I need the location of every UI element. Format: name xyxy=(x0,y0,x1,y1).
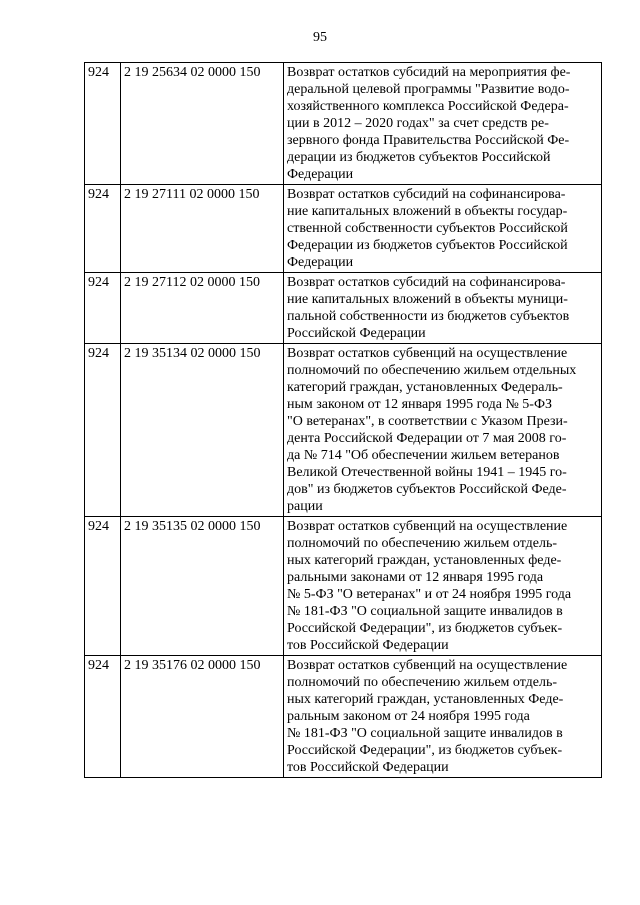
table-row xyxy=(85,63,602,185)
description-line: Великой Отечественной войны 1941 – 1945 го- xyxy=(287,465,567,480)
description-line: тов Российской Федерации xyxy=(287,760,449,775)
administrator-code-cell: 924 xyxy=(85,185,121,273)
table-body xyxy=(85,63,602,778)
revenue-description-cell xyxy=(284,656,602,778)
administrator-code-cell: 924 xyxy=(85,517,121,656)
description-line: Федерации xyxy=(287,167,354,182)
table-row xyxy=(85,517,602,656)
description-line: Возврат остатков субвенций на осуществление xyxy=(287,346,568,361)
administrator-code-cell: 924 xyxy=(85,344,121,517)
description-line: Возврат остатков субсидий на софинансирова- xyxy=(287,275,566,290)
description-line: пальной собственности из бюджетов субъектов xyxy=(287,309,570,324)
description-line: да № 714 "Об обеспечении жильем ветеранов xyxy=(287,448,560,463)
table-row xyxy=(85,344,602,517)
description-line: категорий граждан, установленных Федераль- xyxy=(287,380,563,395)
budget-code-cell: 2 19 35135 02 0000 150 xyxy=(121,517,284,656)
description-line: ние капитальных вложений в объекты государ- xyxy=(287,204,568,219)
description-line: зервного фонда Правительства Российской Фе- xyxy=(287,133,570,148)
description-line: № 5-ФЗ "О ветеранах" и от 24 ноября 1995 года xyxy=(287,587,572,602)
budget-code-cell: 2 19 27112 02 0000 150 xyxy=(121,273,284,344)
table-row xyxy=(85,185,602,273)
description-line: Российской Федерации", из бюджетов субъек- xyxy=(287,743,563,758)
description-line: Российской Федерации xyxy=(287,326,426,341)
description-line: Федерации xyxy=(287,255,354,270)
description-line: ции в 2012 – 2020 годах" за счет средств ре- xyxy=(287,116,549,131)
description-line: хозяйственного комплекса Российской Федера- xyxy=(287,99,569,114)
description-line: деральной целевой программы "Развитие водо- xyxy=(287,82,570,97)
description-line: ральными законами от 12 января 1995 года xyxy=(287,570,544,585)
description-line: дов" из бюджетов субъектов Российской Феде- xyxy=(287,482,567,497)
table-row xyxy=(85,273,602,344)
description-line: Федерации из бюджетов субъектов Российской xyxy=(287,238,568,253)
description-line: полномочий по обеспечению жильем отдель- xyxy=(287,675,558,690)
description-line: ние капитальных вложений в объекты муници- xyxy=(287,292,568,307)
budget-code-cell: 2 19 25634 02 0000 150 xyxy=(121,63,284,185)
table-row xyxy=(85,656,602,778)
description-line: тов Российской Федерации xyxy=(287,638,449,653)
revenue-description-cell xyxy=(284,185,602,273)
description-line: Возврат остатков субвенций на осуществление xyxy=(287,658,568,673)
description-line: Российской Федерации", из бюджетов субъек- xyxy=(287,621,563,636)
description-line: Возврат остатков субсидий на софинансирова- xyxy=(287,187,566,202)
description-line: ным законом от 12 января 1995 года № 5-ФЗ xyxy=(287,397,553,412)
description-line: ных категорий граждан, установленных феде- xyxy=(287,553,562,568)
description-line: полномочий по обеспечению жильем отдельных xyxy=(287,363,577,378)
budget-code-cell: 2 19 27111 02 0000 150 xyxy=(121,185,284,273)
budget-code-cell: 2 19 35176 02 0000 150 xyxy=(121,656,284,778)
description-line: рации xyxy=(287,499,323,514)
description-line: дента Российской Федерации от 7 мая 2008 го- xyxy=(287,431,567,446)
description-line: "О ветеранах", в соответствии с Указом Прези- xyxy=(287,414,568,429)
administrator-code-cell: 924 xyxy=(85,63,121,185)
description-line: № 181-ФЗ "О социальной защите инвалидов в xyxy=(287,726,563,741)
description-line: Возврат остатков субсидий на мероприятия фе- xyxy=(287,65,571,80)
budget-classification-table xyxy=(84,62,602,778)
budget-code-cell: 2 19 35134 02 0000 150 xyxy=(121,344,284,517)
page-number: 95 xyxy=(313,30,327,45)
description-line: полномочий по обеспечению жильем отдель- xyxy=(287,536,558,551)
revenue-description-cell xyxy=(284,517,602,656)
administrator-code-cell: 924 xyxy=(85,656,121,778)
description-line: № 181-ФЗ "О социальной защите инвалидов в xyxy=(287,604,563,619)
description-line: дерации из бюджетов субъектов Российской xyxy=(287,150,551,165)
administrator-code-cell: 924 xyxy=(85,273,121,344)
description-line: Возврат остатков субвенций на осуществление xyxy=(287,519,568,534)
revenue-description-cell xyxy=(284,344,602,517)
revenue-description-cell xyxy=(284,63,602,185)
revenue-description-cell xyxy=(284,273,602,344)
description-line: ральным законом от 24 ноября 1995 года xyxy=(287,709,530,724)
description-line: ных категорий граждан, установленных Феде- xyxy=(287,692,564,707)
description-line: ственной собственности субъектов Российской xyxy=(287,221,568,236)
